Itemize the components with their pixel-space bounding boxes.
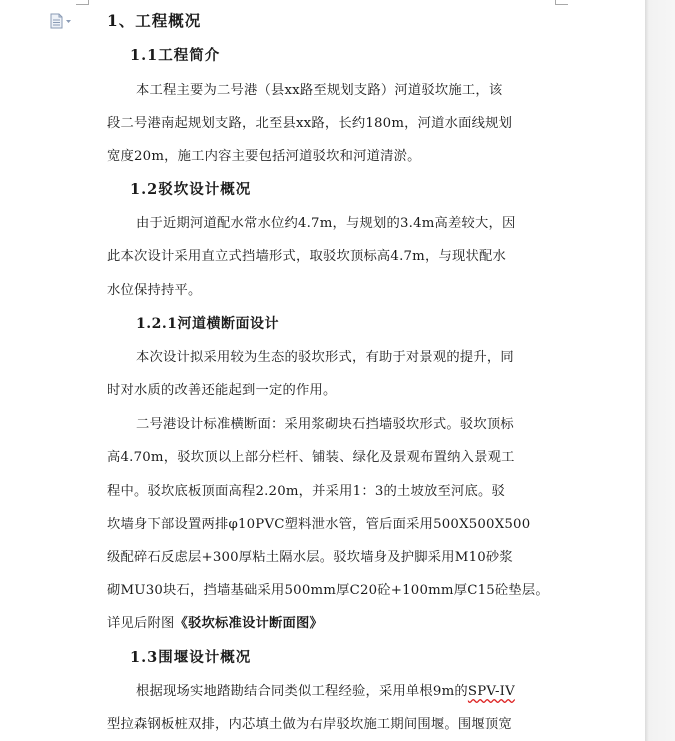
paragraph-line: 由于近期河道配水常水位约4.7m，与规划的3.4m高差较大，因 xyxy=(136,216,516,231)
page-gutter xyxy=(645,0,675,741)
paragraph-text: 根据现场实地踏勘结合同类似工程经验，采用单根9m的 xyxy=(136,684,468,699)
heading-1-1: 1.1工程简介 xyxy=(130,47,221,64)
paragraph-line: 段二号港南起规划支路，北至县xx路，长约180m，河道水面线规划 xyxy=(107,116,513,131)
heading-1-2: 1.2驳坎设计概况 xyxy=(130,181,252,198)
heading-1-2-1: 1.2.1河道横断面设计 xyxy=(136,316,279,332)
paragraph-line: 程中。驳坎底板顶面高程2.20m，并采用1：3的土坡放至河底。驳 xyxy=(107,484,505,499)
paragraph-line: 此本次设计采用直立式挡墙形式，取驳坎顶标高4.7m，与现状配水 xyxy=(107,249,506,264)
document-options[interactable] xyxy=(50,13,72,29)
heading-1: 1、工程概况 xyxy=(107,11,202,30)
paragraph-line: 本工程主要为二号港（县xx路至规划支路）河道驳坎施工，该 xyxy=(136,83,503,98)
paragraph-line: 砌MU30块石，挡墙基础采用500mm厚C20砼+100mm厚C15砼垫层。 xyxy=(107,583,549,598)
paragraph-line: 水位保持持平。 xyxy=(107,283,202,298)
paragraph-line: 坎墙身下部设置两排φ10PVC塑料泄水管，管后面采用500X500X500 xyxy=(107,517,531,532)
paragraph-line: 高4.70m，驳坎顶以上部分栏杆、铺装、绿化及景观布置纳入景观工 xyxy=(107,450,515,465)
chevron-down-icon xyxy=(66,20,71,23)
drawing-reference: 《驳坎标准设计断面图》 xyxy=(174,616,323,631)
paragraph-line xyxy=(136,683,515,701)
paragraph-line: 型拉森钢板桩双排，内芯填土做为右岸驳坎施工期间围堰。围堰顶宽 xyxy=(107,717,512,732)
see-reference-prefix: 详见后附图 xyxy=(107,616,175,631)
spellcheck-flagged-text: SPV-IV xyxy=(467,684,515,699)
heading-1-3: 1.3围堰设计概况 xyxy=(130,649,252,666)
paragraph-line: 宽度20m，施工内容主要包括河道驳坎和河道清淤。 xyxy=(107,149,421,164)
paragraph-line: 二号港设计标准横断面：采用浆砌块石挡墙驳坎形式。驳坎顶标 xyxy=(136,417,514,432)
crop-mark-top-right xyxy=(555,0,568,5)
crop-mark-top-left xyxy=(76,0,89,5)
see-reference-line xyxy=(107,615,323,633)
paragraph-line: 级配碎石反虑层+300厚粘土隔水层。驳坎墙身及护脚采用M10砂浆 xyxy=(107,550,513,565)
document-icon xyxy=(50,13,72,29)
paragraph-line: 时对水质的改善还能起到一定的作用。 xyxy=(107,383,337,398)
paragraph-line: 本次设计拟采用较为生态的驳坎形式，有助于对景观的提升，同 xyxy=(136,350,514,365)
